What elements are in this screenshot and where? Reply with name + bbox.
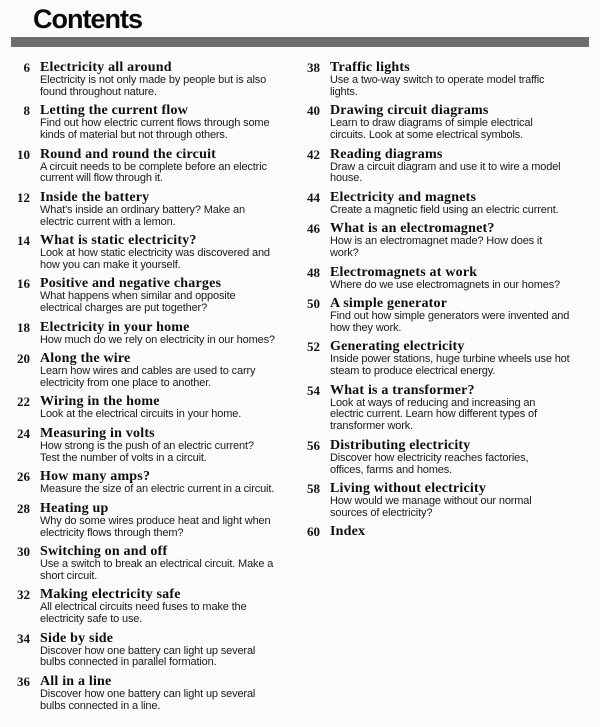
entry-description-line: Draw a circuit diagram and use it to wire a model (330, 160, 561, 173)
entry-title: What is static electricity? (40, 233, 197, 249)
entry-description-line: found throughout nature. (40, 85, 157, 98)
entry-page-number: 28 (17, 500, 30, 516)
entry-page-number: 54 (307, 382, 320, 398)
entry-page-number: 52 (307, 339, 320, 355)
entry-description-line: short circuit. (40, 569, 98, 582)
entry-page-number: 32 (17, 587, 30, 603)
entry-description (330, 236, 542, 260)
toc-entry (0, 276, 300, 315)
toc-entry (0, 103, 300, 142)
entry-body (330, 221, 542, 260)
entry-page-number: 58 (307, 481, 320, 497)
entry-description-line: transformer work. (330, 420, 414, 433)
entry-body (330, 265, 560, 292)
entry-title: What is a transformer? (330, 382, 475, 398)
entry-description-line: What happens when similar and opposite (40, 290, 236, 303)
entry-body (40, 147, 267, 186)
entry-description (40, 689, 255, 713)
toc-entry (0, 426, 300, 465)
entry-description-line: Discover how one battery can light up several (40, 644, 256, 657)
entry-description (40, 162, 267, 186)
entry-body (330, 190, 559, 217)
entry-page-number: 38 (307, 60, 320, 75)
entry-page-number: 48 (307, 264, 320, 280)
entry-description-line: electric current with a lemon. (40, 215, 176, 228)
entry-title: Along the wire (40, 351, 131, 367)
entry-description-line: Learn to draw diagrams of simple electrical (330, 117, 533, 130)
toc-entry (0, 587, 300, 626)
entry-description-line: Look at ways of reducing and increasing an (330, 396, 536, 409)
toc-entry (300, 524, 600, 539)
entry-description-line: Where do we use electromagnets in our homes? (330, 278, 561, 291)
entry-title: Living without electricity (330, 481, 487, 497)
entry-body (40, 351, 255, 390)
entry-title: What is an electromagnet? (330, 221, 495, 237)
toc-entry (300, 339, 600, 378)
entry-page-number: 14 (17, 233, 30, 249)
entry-body (40, 674, 255, 713)
entry-page-number: 20 (17, 351, 30, 367)
entry-description-line: Learn how wires and cables are used to carry (40, 365, 256, 378)
entry-title: Measuring in volts (40, 425, 155, 441)
entry-title: Traffic lights (330, 60, 410, 75)
entry-description-line: Inside power stations, huge turbine wheels use hot (330, 353, 570, 366)
entry-title: Electromagnets at work (330, 264, 478, 280)
entry-title: Electricity and magnets (330, 189, 477, 205)
entry-body (330, 103, 533, 142)
entry-title: All in a line (40, 673, 112, 689)
entry-body (330, 524, 365, 539)
entry-title: Index (330, 524, 366, 540)
entry-title: Electricity all around (40, 60, 172, 75)
entry-description-line: How strong is the push of an electric current? (40, 439, 254, 452)
entry-description-line: electric current. Learn how different types of (330, 408, 537, 421)
entry-body (40, 103, 269, 142)
entry-page-number: 50 (307, 296, 320, 312)
entry-description-line: bulbs connected in a line. (40, 699, 161, 712)
entry-body (40, 60, 266, 99)
entry-title: Electricity in your home (40, 319, 190, 335)
entry-page-number: 24 (17, 425, 30, 441)
entry-description (40, 248, 270, 272)
toc-entry (0, 351, 300, 390)
entry-description (330, 354, 570, 378)
entry-description-line: offices, farms and homes. (330, 463, 452, 476)
entry-description-line: Discover how one battery can light up several (40, 687, 256, 700)
entry-page-number: 22 (17, 394, 30, 410)
entry-title: Inside the battery (40, 189, 150, 205)
toc-entry (0, 469, 300, 496)
entry-description-line: How much do we rely on electricity in our homes? (40, 333, 275, 346)
entry-description-line: Test the number of volts in a circuit. (40, 451, 207, 464)
entry-description-line: current will flow through it. (40, 172, 163, 185)
entry-page-number: 42 (307, 146, 320, 162)
entry-body (40, 394, 241, 421)
entry-description (330, 162, 560, 186)
entry-page-number: 26 (17, 469, 30, 485)
entry-description-line: Measure the size of an electric current in a circuit. (40, 483, 275, 496)
entry-description-line: Use a switch to break an electrical circuit. Make a (40, 557, 274, 570)
toc-entry (300, 60, 600, 99)
entry-page-number: 10 (17, 146, 30, 162)
entry-page-number: 36 (17, 673, 30, 689)
entry-page-number: 8 (23, 103, 30, 119)
entry-body (40, 233, 270, 272)
entry-description-line: sources of electricity? (330, 506, 433, 519)
entry-description (330, 398, 537, 433)
toc-entry (300, 296, 600, 335)
entry-description (330, 311, 569, 335)
toc-entry (0, 544, 300, 583)
entry-description-line: kinds of material but not through others. (40, 129, 228, 142)
entry-description (330, 75, 544, 99)
entry-page-number: 12 (17, 189, 30, 205)
entry-description-line: Use a two-way switch to operate model traffic (330, 74, 545, 86)
entry-page-number: 60 (307, 524, 320, 540)
toc-entry (300, 221, 600, 260)
entry-description-line: steam to produce electrical energy. (330, 365, 496, 378)
entry-page-number: 40 (307, 103, 320, 119)
entry-body (330, 481, 532, 520)
entry-body (330, 60, 544, 99)
entry-description-line: All electrical circuits need fuses to make the (40, 601, 247, 614)
entry-description (40, 205, 245, 229)
toc-entry (300, 438, 600, 477)
entry-body (40, 190, 245, 229)
toc-entry (0, 674, 300, 713)
entry-page-number: 46 (307, 221, 320, 237)
toc-entry (300, 103, 600, 142)
entry-description-line: Create a magnetic field using an electric current. (330, 203, 559, 216)
entry-title: Letting the current flow (40, 103, 189, 119)
entry-description-line: electricity safe to use. (40, 613, 143, 626)
entry-page-number: 34 (17, 630, 30, 646)
entry-description (40, 516, 271, 540)
entry-body (40, 587, 246, 626)
toc-entry (0, 60, 300, 99)
entry-description (40, 602, 246, 626)
entry-title: Reading diagrams (330, 146, 443, 162)
entry-body (40, 426, 254, 465)
page-title: Contents (33, 4, 142, 34)
entry-description (40, 75, 266, 99)
entry-title: Distributing electricity (330, 437, 471, 453)
toc-entry (0, 394, 300, 421)
entry-page-number: 30 (17, 543, 30, 559)
entry-description (330, 453, 528, 477)
entry-description (40, 366, 255, 390)
entry-body (40, 469, 274, 496)
entry-description-line: electrical charges are put together? (40, 302, 208, 315)
entry-description-line: Look at how static electricity was discovered and (40, 247, 270, 260)
entry-description-line: circuits. Look at some electrical symbols. (330, 129, 523, 142)
entry-body (40, 631, 255, 670)
entry-description (40, 484, 274, 496)
entry-title: Side by side (40, 630, 114, 646)
entry-description-line: How is an electromagnet made? How does it (330, 235, 543, 248)
entry-page-number: 6 (23, 60, 30, 75)
entry-description (40, 559, 273, 583)
entry-description (40, 409, 241, 421)
entry-body (330, 438, 528, 477)
entry-body (330, 339, 570, 378)
entry-description (40, 646, 255, 670)
entry-description (330, 280, 560, 292)
entry-description-line: how they work. (330, 321, 402, 334)
entry-description-line: Look at the electrical circuits in your home. (40, 408, 242, 421)
entry-page-number: 44 (307, 189, 320, 205)
entry-description-line: electricity flows through them? (40, 526, 184, 539)
entry-title: Heating up (40, 500, 109, 516)
entry-description-line: house. (330, 172, 363, 185)
entry-page-number: 56 (307, 437, 320, 453)
toc-column-right (300, 60, 600, 717)
toc-entry (0, 190, 300, 229)
entry-title: Making electricity safe (40, 587, 181, 603)
entry-body (40, 544, 273, 583)
entry-page-number: 16 (17, 276, 30, 292)
title-rule (11, 37, 589, 47)
toc-entry (0, 233, 300, 272)
entry-description-line: Find out how simple generators were invented and (330, 310, 570, 323)
entry-description (40, 335, 275, 347)
entry-body (330, 296, 569, 335)
entry-body (330, 147, 560, 186)
entry-description (40, 441, 254, 465)
entry-description-line: A circuit needs to be complete before an electric (40, 160, 267, 173)
toc-entry (0, 320, 300, 347)
entry-description-line: Find out how electric current flows through some (40, 117, 270, 130)
entry-title: A simple generator (330, 296, 448, 312)
entry-description-line: Electricity is not only made by people but is also (40, 74, 267, 86)
entry-description-line: Why do some wires produce heat and light when (40, 514, 271, 527)
entry-description (330, 496, 532, 520)
entry-description (40, 291, 235, 315)
toc-entry (0, 147, 300, 186)
toc-entry (300, 383, 600, 433)
entry-description-line: electricity from one place to another. (40, 376, 212, 389)
entry-description-line: How would we manage without our normal (330, 495, 532, 508)
entry-description (330, 205, 559, 217)
entry-description-line: how you can make it yourself. (40, 258, 181, 271)
entry-title: Positive and negative charges (40, 276, 222, 292)
entry-description-line: bulbs connected in parallel formation. (40, 656, 217, 669)
entry-title: Drawing circuit diagrams (330, 103, 489, 119)
toc-column-left (0, 60, 300, 717)
entry-description-line: What's inside an ordinary battery? Make an (40, 203, 245, 216)
toc-entry (300, 481, 600, 520)
entry-description-line: Discover how electricity reaches factories, (330, 451, 529, 464)
toc-entry (0, 501, 300, 540)
toc-entry (300, 147, 600, 186)
toc-entry (0, 631, 300, 670)
entry-body (40, 320, 275, 347)
entry-description-line: work? (330, 247, 359, 260)
entry-title: How many amps? (40, 469, 151, 485)
entry-description (330, 118, 533, 142)
entry-body (40, 276, 235, 315)
entry-description (40, 118, 269, 142)
entry-title: Round and round the circuit (40, 146, 217, 162)
toc-entry (300, 265, 600, 292)
toc (0, 60, 600, 717)
entry-title: Switching on and off (40, 543, 168, 559)
toc-entry (300, 190, 600, 217)
entry-description-line: lights. (330, 85, 358, 98)
entry-body (40, 501, 271, 540)
entry-title: Wiring in the home (40, 394, 160, 410)
entry-body (330, 383, 537, 433)
entry-title: Generating electricity (330, 339, 465, 355)
entry-page-number: 18 (17, 319, 30, 335)
